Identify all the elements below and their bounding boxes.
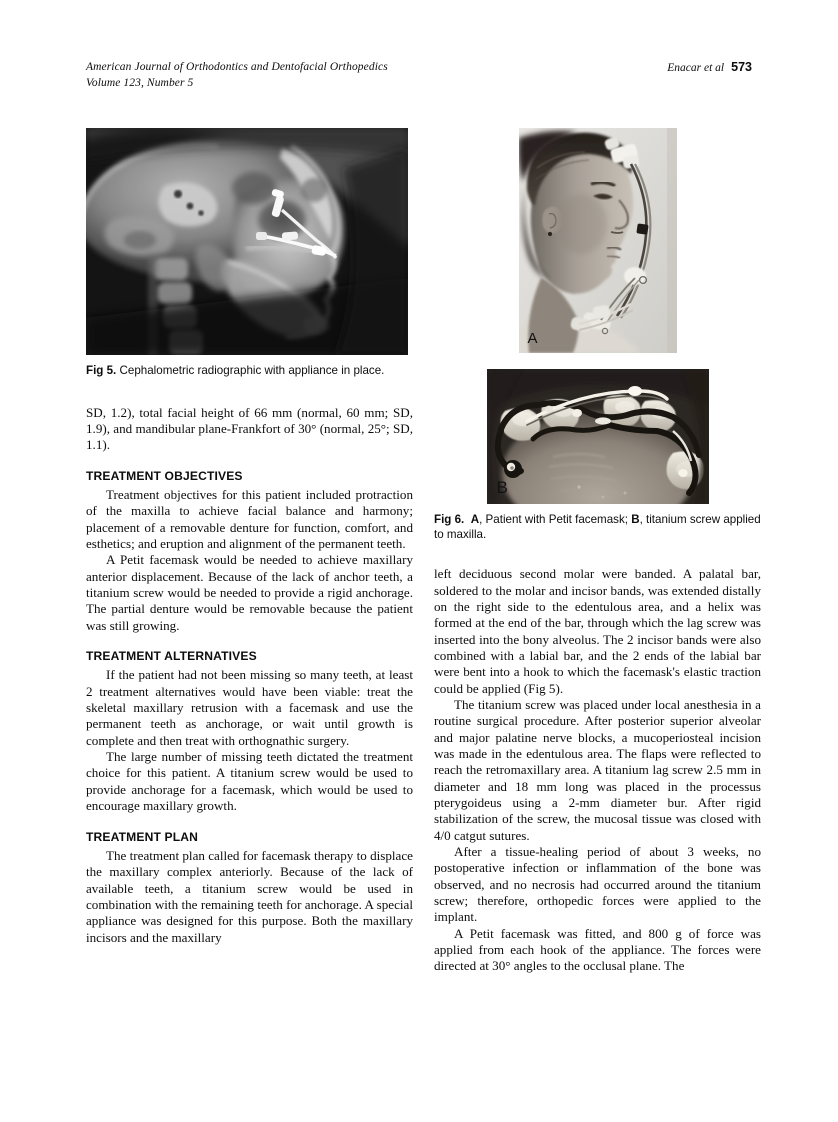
paragraph: If the patient had not been missing so many teeth, at least 2 treatment alternatives would have been viable: treat the skeletal maxillary retrusion with a facemask and use the permanent teeth as anchorage, or wait until growth is complete and then treat with orthognathic surgery. — [86, 667, 413, 748]
figure-6-caption-b-text: , titanium screw applied to maxilla. — [434, 513, 761, 541]
running-head — [86, 60, 752, 91]
running-head-authors: Enacar et al — [667, 62, 725, 74]
figure-6-caption — [434, 513, 761, 542]
running-head-journal-block — [86, 60, 388, 91]
figure-6-panel-b — [434, 369, 761, 504]
intraoral-occlusal-titanium-screw-image — [487, 369, 709, 504]
paragraph: Treatment objectives for this patient included protraction of the maxilla to achieve facial balance and harmony; placement of a removable denture for function, comfort, and esthetics; and eruption and alignment of the permanent teeth. — [86, 486, 413, 551]
patient-profile-with-petit-facemask-image — [519, 128, 677, 353]
volume-issue-line: Volume 123, Number 5 — [86, 76, 194, 89]
figure-6-panel-b-letter: B — [496, 477, 508, 497]
paragraph: The treatment plan called for facemask therapy to displace the maxillary complex anteriorly. Because of the lack of available teeth, a titanium screw would be used in combination with the remaining teeth for anchorage. A special appliance was designed for this purpose. Both the maxillary incisors and the maxillary — [86, 847, 413, 945]
continued-paragraph: SD, 1.2), total facial height of 66 mm (normal, 60 mm; SD, 1.9), and mandibular plane-Frankfort of 30° (normal, 25°; SD, 1.1). — [86, 404, 413, 453]
paragraph: left deciduous second molar were banded. A palatal bar, soldered to the molar and incisor bands, was extended distally on the right side to the edentulous area, and a helix was formed at the end of the bar, through which the lag screw was inserted into the bony alveolus. The 2 incisor bands were also combined with a labial bar, and the 2 ends of the labial bar were bent into a hook to which the facemask's elastic traction could be applied (Fig 5). — [434, 566, 761, 696]
section-heading-treatment-plan: TREATMENT PLAN — [86, 829, 199, 844]
figure-6-caption-label: Fig 6. — [434, 513, 465, 526]
journal-title: American Journal of Orthodontics and Dentofacial Orthopedics — [86, 61, 388, 73]
right-column — [434, 128, 761, 975]
figure-6-panel-a-letter: A — [527, 329, 538, 347]
figure-6-caption-a-text: , Patient with Petit facemask; — [479, 513, 632, 526]
figure-5-caption-text: Cephalometric radiographic with appliance in place. — [116, 364, 385, 377]
figure-5 — [86, 128, 413, 379]
section-heading-treatment-objectives: TREATMENT OBJECTIVES — [86, 468, 243, 483]
left-column — [86, 128, 413, 946]
figure-6-caption-b-letter: B — [631, 513, 640, 526]
paragraph: After a tissue-healing period of about 3 weeks, no postoperative infection or inflammation of the bone was observed, and no necrosis had occurred around the titanium screw; therefore, orthopedic forces were applied to the implant. — [434, 844, 761, 925]
figure-5-caption-label: Fig 5. — [86, 364, 117, 377]
paragraph: The large number of missing teeth dictated the treatment choice for this patient. A titanium screw would be used to provide anchorage for a facemask, which would be used to encourage maxillary growth. — [86, 749, 413, 814]
section-heading-treatment-alternatives: TREATMENT ALTERNATIVES — [86, 649, 257, 664]
figure-6-caption-a-letter: A — [470, 513, 480, 526]
figure-6 — [434, 128, 761, 542]
paragraph: The titanium screw was placed under local anesthesia in a routine surgical procedure. After posterior superior alveolar and major palatine nerve blocks, a mucoperiosteal incision was made in the edentulous area. The flaps were reflected to reach the retromaxillary area. A titanium lag screw 2.5 mm in diameter and 18 mm long was placed in the processus pterygoideus using a 2-mm diameter bur. After rigid stabilization of the screw, the mucosal tissue was closed with 4/0 catgut sutures. — [434, 696, 761, 843]
paragraph: A Petit facemask would be needed to achieve maxillary anterior displacement. Because of the lack of anchor teeth, a titanium screw would be needed to provide a rigid anchorage. The partial denture would be removable because the patient was still growing. — [86, 552, 413, 633]
lateral-cephalometric-radiograph-image — [86, 128, 408, 355]
running-head-authors-page — [667, 60, 752, 74]
paragraph: A Petit facemask was fitted, and 800 g of force was applied from each hook of the appliance. The forces were directed at 30° angles to the occlusal plane. The — [434, 925, 761, 974]
figure-6-panel-a — [434, 128, 761, 353]
page-number: 573 — [731, 60, 752, 74]
figure-5-caption — [86, 364, 413, 379]
